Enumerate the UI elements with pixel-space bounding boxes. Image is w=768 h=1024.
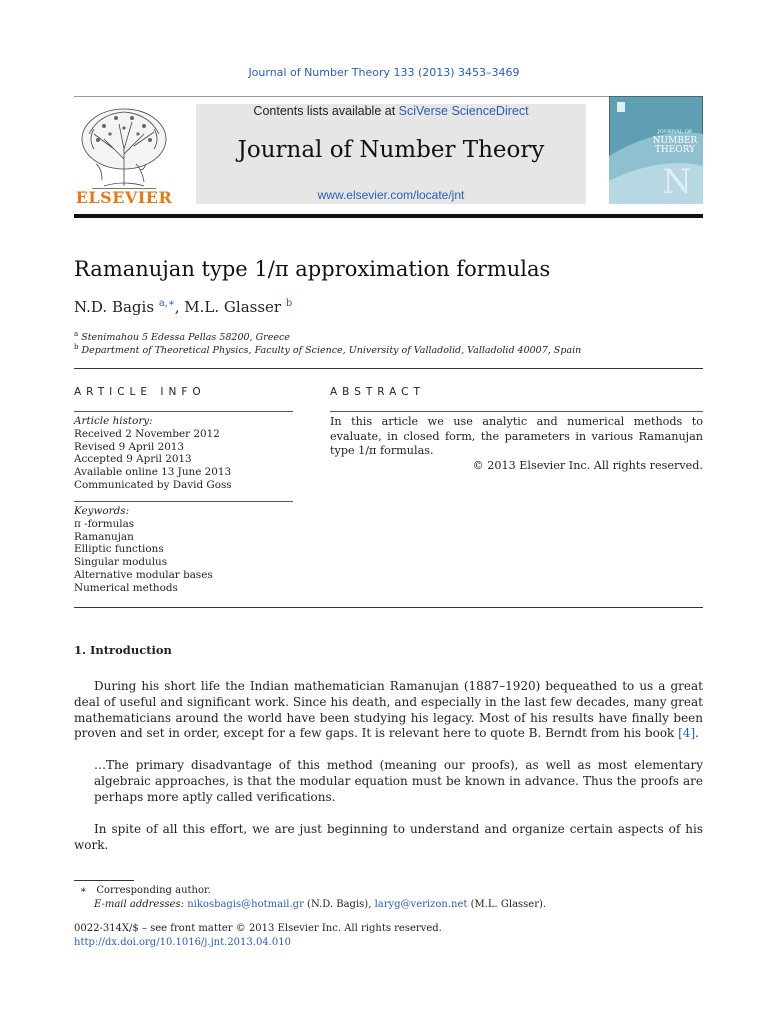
article-history bbox=[74, 415, 232, 492]
keywords-rule bbox=[74, 501, 293, 502]
info-top-rule bbox=[74, 368, 703, 369]
history-item: Accepted 9 April 2013 bbox=[74, 453, 192, 466]
author-affiliation-mark[interactable]: a,∗ bbox=[158, 298, 175, 309]
keyword-item: Elliptic functions bbox=[74, 543, 164, 556]
affiliation-text: Department of Theoretical Physics, Faculty of Science, University of Valladolid, Valladolid 40007, Spain bbox=[81, 345, 582, 357]
affiliation-b bbox=[74, 343, 581, 356]
intro-paragraph-1 bbox=[74, 679, 703, 742]
keyword-item: Ramanujan bbox=[74, 530, 134, 543]
affiliation-text: Stenimahou 5 Edessa Pellas 58200, Greece bbox=[81, 332, 290, 344]
affiliation-a bbox=[74, 330, 290, 343]
footnote-mark: ∗ bbox=[80, 885, 87, 896]
svg-text:N: N bbox=[662, 162, 692, 202]
abstract-heading: ABSTRACT bbox=[330, 386, 425, 398]
intro-paragraph-1-text: During his short life the Indian mathematician Ramanujan (1887–1920) bequeathed to us a great deal of useful and significant work. Since his death, and especially in the last few decades, many great mathematicians around the world have been studying his legacy. Most of his results have finally been proven and set in order, except for a few gaps. It is relevant here to quote B. Berndt from his book bbox=[74, 679, 703, 741]
email-label: E-mail addresses: bbox=[94, 899, 188, 910]
email-owner: (M.L. Glasser). bbox=[467, 899, 547, 910]
sciencedirect-link[interactable]: SciVerse ScienceDirect bbox=[398, 104, 529, 118]
reference-link[interactable]: [4] bbox=[678, 726, 696, 741]
keyword-item: π -formulas bbox=[74, 517, 135, 530]
section-heading-introduction: 1. Introduction bbox=[74, 643, 172, 657]
journal-url-link[interactable]: www.elsevier.com/locate/jnt bbox=[317, 188, 465, 202]
journal-citation-line[interactable]: Journal of Number Theory 133 (2013) 3453–3469 bbox=[248, 66, 520, 79]
corresponding-author-text: Corresponding author. bbox=[96, 885, 211, 896]
corresponding-author-note bbox=[80, 884, 211, 898]
article-info-rule bbox=[74, 411, 293, 412]
author-separator: , bbox=[174, 298, 185, 316]
email-owner: (N.D. Bagis), bbox=[303, 899, 375, 910]
article-title: Ramanujan type 1/π approximation formulas bbox=[74, 257, 551, 281]
email-link[interactable]: nikosbagis@hotmail.gr bbox=[187, 899, 304, 910]
keywords-list bbox=[74, 505, 213, 595]
intro-paragraph-2: In spite of all this effort, we are just beginning to understand and organize certain aspects of his work. bbox=[74, 822, 703, 852]
history-item: Revised 9 April 2013 bbox=[74, 440, 185, 453]
elsevier-wordmark: ELSEVIER bbox=[75, 188, 173, 207]
author-name: N.D. Bagis bbox=[74, 298, 155, 316]
doi-link[interactable]: http://dx.doi.org/10.1016/j.jnt.2013.04.010 bbox=[74, 937, 291, 948]
history-item: Communicated by David Goss bbox=[74, 478, 232, 491]
email-addresses-note bbox=[94, 898, 546, 912]
affiliation-mark: b bbox=[74, 343, 79, 351]
info-bottom-rule bbox=[74, 607, 703, 608]
contents-prefix: Contents lists available at bbox=[253, 104, 399, 118]
author-list bbox=[74, 298, 292, 316]
keywords-label: Keywords: bbox=[74, 505, 130, 517]
author-name: M.L. Glasser bbox=[184, 298, 282, 316]
article-info-heading: ARTICLE INFO bbox=[74, 386, 206, 398]
keyword-item: Alternative modular bases bbox=[74, 568, 213, 581]
keyword-item: Singular modulus bbox=[74, 556, 168, 569]
cover-title bbox=[649, 128, 701, 155]
cover-title-line1: NUMBER bbox=[652, 136, 698, 146]
author-affiliation-mark[interactable]: b bbox=[285, 298, 293, 309]
berndt-quote: …The primary disadvantage of this method (meaning our proofs), as well as most elementary algebraic approaches, is that the modular equation must be known in advance. Thus the proofs are perhaps more aptly called verifications. bbox=[94, 758, 703, 804]
abstract-rule bbox=[330, 411, 703, 412]
cover-title-line2: THEORY bbox=[654, 145, 696, 155]
header-thick-rule bbox=[74, 214, 703, 218]
intro-paragraph-1-end: . bbox=[695, 726, 699, 741]
history-item: Received 2 November 2012 bbox=[74, 427, 220, 440]
contents-availability bbox=[196, 104, 586, 118]
footnote-rule bbox=[74, 880, 134, 881]
journal-title: Journal of Number Theory bbox=[237, 137, 545, 163]
abstract-text: In this article we use analytic and numerical methods to evaluate, in closed form, the parameters in various Ramanujan type 1/π formulas. bbox=[330, 415, 703, 457]
issn-line: 0022-314X/$ – see front matter © 2013 Elsevier Inc. All rights reserved. bbox=[74, 923, 442, 934]
history-label: Article history: bbox=[74, 415, 153, 427]
cover-title-small: JOURNAL OF bbox=[657, 129, 693, 135]
journal-cover-thumbnail[interactable] bbox=[609, 96, 703, 204]
email-link[interactable]: laryg@verizon.net bbox=[374, 899, 468, 910]
keyword-item: Numerical methods bbox=[74, 581, 178, 594]
history-item: Available online 13 June 2013 bbox=[74, 466, 232, 479]
affiliation-mark: a bbox=[74, 330, 79, 338]
abstract-copyright: © 2013 Elsevier Inc. All rights reserved. bbox=[472, 459, 703, 472]
